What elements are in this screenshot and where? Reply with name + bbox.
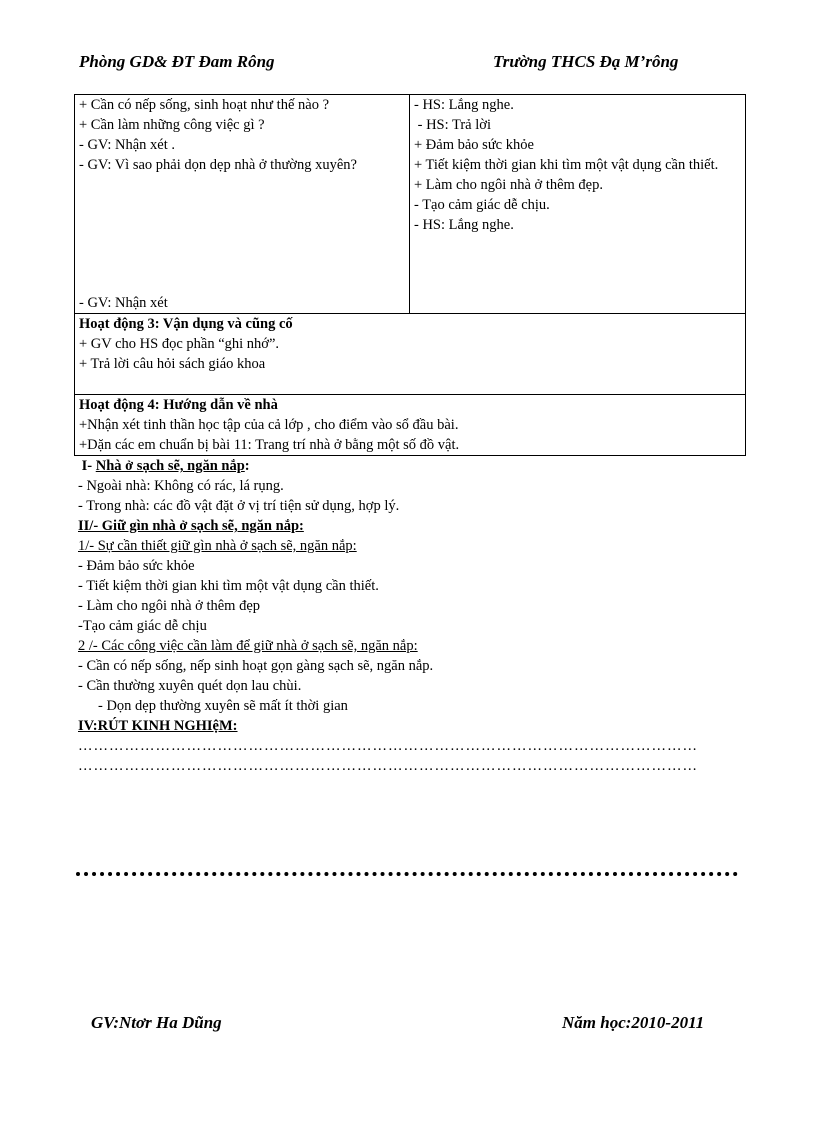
table-line: - GV: Nhận xét [79,295,168,311]
table-line: - HS: Lắng nghe. [414,217,514,233]
table-line: +Nhận xét tinh thần học tập của cả lớp , cho điểm vào sổ đầu bài. [79,417,459,433]
footer-school-year: Năm học:2010-2011 [562,1013,705,1032]
table-line: + Tiết kiệm thời gian khi tìm một vật dụng cần thiết. [414,157,719,173]
section-2b-heading: 2 /- Các công việc cần làm để giữ nhà ở sạch sẽ, ngăn nắp: [78,638,418,654]
summary-line: - Cần thường xuyên quét dọn lau chùi. [78,678,302,694]
section-2a-heading: 1/- Sự cần thiết giữ gìn nhà ở sạch sẽ, ngăn nắp: [78,538,357,554]
table-line: + Cần làm những công việc gì ? [79,117,265,133]
summary-line: - Trong nhà: các đồ vật đặt ở vị trí tiện sử dụng, hợp lý. [78,498,400,514]
teacher-activity-cell [75,95,410,314]
table-row [75,314,746,395]
table-line: - Tạo cảm giác dễ chịu. [414,197,550,213]
dotted-divider [76,872,738,876]
table-line: - GV: Nhận xét . [79,137,175,153]
section-4-heading: IV:RÚT KINH NGHIệM: [78,718,238,734]
header-school-office: Phòng GD& ĐT Đam Rông [79,52,275,71]
table-line: + Đảm bảo sức khỏe [414,137,534,153]
section-1-heading [78,456,698,476]
activity-4-title: Hoạt động 4: Hướng dẫn về nhà [79,397,278,413]
summary-line: - Ngoài nhà: Không có rác, lá rụng. [78,478,284,494]
table-line: - GV: Vì sao phải dọn dẹp nhà ở thường xuyên? [79,157,357,173]
section-2-heading: II/- Giữ gìn nhà ở sạch sẽ, ngăn nắp: [78,518,304,534]
notes-dotted-line: ………………………………………………………………………………………………………… [78,738,698,754]
table-row [75,395,746,456]
section-1-prefix: I- [78,458,96,474]
activity-4-cell [75,395,746,456]
table-line: + Cần có nếp sống, sinh hoạt như thế nào ? [79,97,330,113]
summary-line: -Tạo cảm giác dễ chịu [78,618,207,634]
table-line: + GV cho HS đọc phần “ghi nhớ”. [79,336,280,352]
section-1-title: Nhà ở sạch sẽ, ngăn nắp [95,458,245,474]
table-row [75,95,746,314]
activity-3-title: Hoạt động 3: Vận dụng và cũng cố [79,316,293,332]
summary-line: - Làm cho ngôi nhà ở thêm đẹp [78,598,261,614]
lesson-table [74,94,746,456]
student-activity-cell [410,95,746,314]
lesson-summary [78,456,698,776]
footer-teacher: GV:Ntơr Ha Dũng [91,1013,222,1032]
summary-line: - Tiết kiệm thời gian khi tìm một vật dụng cần thiết. [78,578,379,594]
header-school-name: Trường THCS Đạ M’rông [493,52,679,71]
table-line: - HS: Lắng nghe. [414,97,514,113]
summary-line: - Dọn dẹp thường xuyên sẽ mất ít thời gian [98,698,348,714]
activity-3-cell [75,314,746,395]
section-1-suffix: : [244,458,250,474]
summary-line: - Đảm bảo sức khỏe [78,558,195,574]
notes-dotted-line: ………………………………………………………………………………………………………… [78,758,698,774]
table-line: +Dặn các em chuẩn bị bài 11: Trang trí nhà ở bằng một số đồ vật. [79,437,460,453]
table-line: + Làm cho ngôi nhà ở thêm đẹp. [414,177,603,193]
table-line: + Trả lời câu hỏi sách giáo khoa [79,356,266,372]
table-line: - HS: Trả lời [414,117,491,133]
summary-line: - Cần có nếp sống, nếp sinh hoạt gọn gàng sạch sẽ, ngăn nắp. [78,658,434,674]
